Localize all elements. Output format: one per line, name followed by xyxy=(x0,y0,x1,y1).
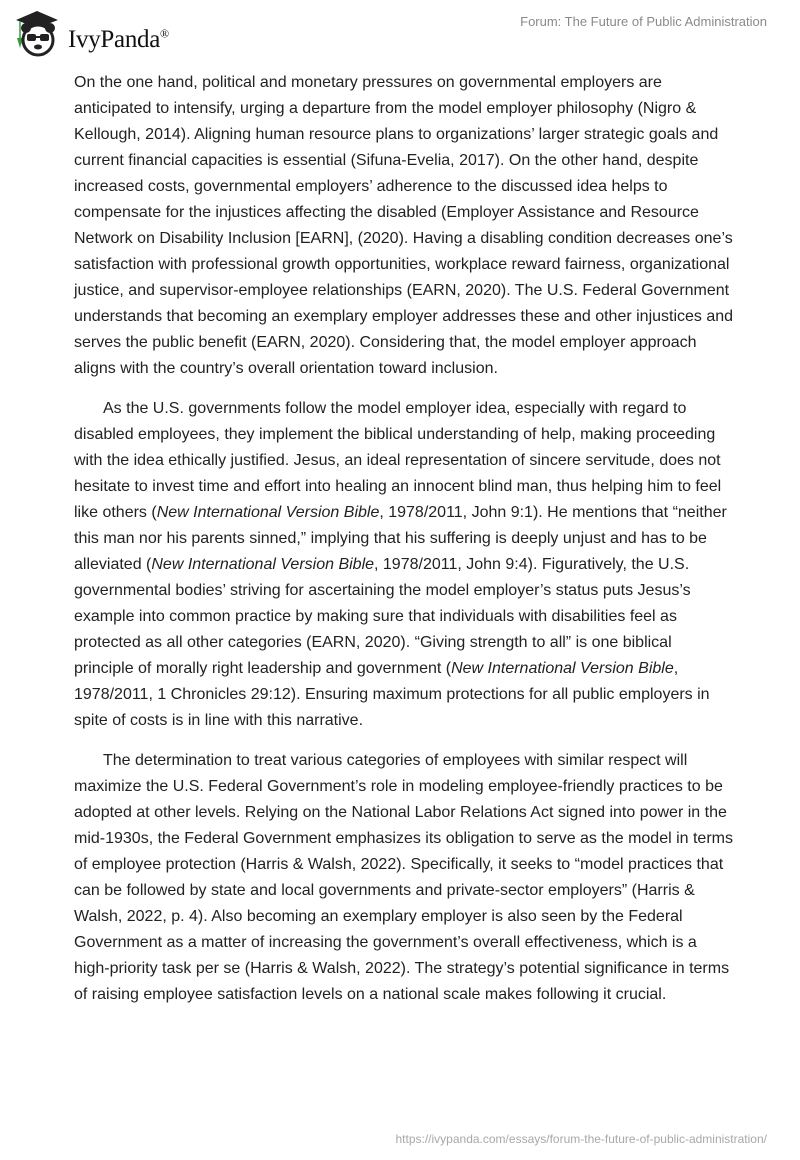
citation-title: New International Version Bible xyxy=(451,660,674,677)
paragraph-text: On the one hand, political and monetary pressures on governmental employers are anticipated to intensify, urging a departure from the model employer philosophy (Nigro & Kellough, 2014). Aligning human resource plans to organizations’ larger strategic goals and current financial capacities is essential (Sifuna-Evelia, 2017). On the other hand, despite increased costs, governmental employers’ adherence to the discussed idea helps to compensate for the injustices affecting the disabled (Employer Assistance and Resource Network on Disability Inclusion [EARN], (2020). Having a disabling condition decreases one’s satisfaction with professional growth opportunities, workplace reward fairness, organizational justice, and supervisor-employee relationships (EARN, 2020). The U.S. Federal Government understands that becoming an exemplary employer addresses these and other injustices and serves the public benefit (EARN, 2020). Considering that, the model employer approach aligns with the country’s overall orientation toward inclusion. xyxy=(74,74,734,377)
ivypanda-logo[interactable] xyxy=(12,8,169,63)
logo-text xyxy=(68,26,169,54)
citation-title: New International Version Bible xyxy=(156,504,380,521)
document-title: Forum: The Future of Public Administration xyxy=(520,14,767,29)
paragraph-text: The determination to treat various categories of employees with similar respect will maximize the U.S. Federal Government’s role in modeling employee-friendly practices to be adopted at other levels. Relying on the National Labor Relations Act signed into power in the mid-1930s, the Federal Government emphasizes its obligation to serve as the model in terms of employee protection (Harris & Walsh, 2022). Specifically, it seeks to “model practices that can be followed by state and local governments and private-sector employers” (Harris & Walsh, 2022, p. 4). Also becoming an exemplary employer is also seen by the Federal Government as a matter of increasing the government’s overall effectiveness, which is a high-priority task per se (Harris & Walsh, 2022). The strategy’s potential significance in terms of raising employee satisfaction levels on a national scale makes following it crucial. xyxy=(74,752,733,1003)
panda-graduate-icon xyxy=(12,8,62,63)
citation-title: New International Version Bible xyxy=(151,556,375,573)
paragraph-text: , 1978/2011, 1 Chronicles 29:12). Ensuring maximum protections for all public employers in spite of costs is in line with this narrative. xyxy=(74,660,710,729)
paragraph-1 xyxy=(74,70,734,382)
paragraph-text: As the U.S. governments follow the model employer idea, especially with regard to disabled employees, they implement the biblical understanding of help, making proceeding with the idea ethically justified. Jesus, an ideal representation of sincere servitude, does not hesitate to invest time and effort into healing an innocent blind man, thus helping him to feel like others ( xyxy=(74,400,722,521)
logo-wordmark: IvyPanda xyxy=(68,25,161,53)
paragraph-3 xyxy=(74,748,734,1008)
source-url-link[interactable]: https://ivypanda.com/essays/forum-the-future-of-public-administration/ xyxy=(395,1132,767,1146)
registered-mark: ® xyxy=(160,26,169,41)
paragraph-2 xyxy=(74,396,734,734)
essay-body xyxy=(74,70,734,1022)
paragraph-text: , 1978/2011, John 9:4). Figuratively, the U.S. governmental bodies’ striving for ascertaining the model employer’s status puts Jesus’s example into common practice by making sure that individuals with disabilities feel as protected as all other categories (EARN, 2020). “Giving strength to all” is one biblical principle of morally right leadership and government ( xyxy=(74,556,691,677)
paragraph-text: , 1978/2011, John 9:1). He mentions that “neither this man nor his parents sinned,” implying that his suffering is deeply unjust and has to be alleviated ( xyxy=(74,504,727,573)
